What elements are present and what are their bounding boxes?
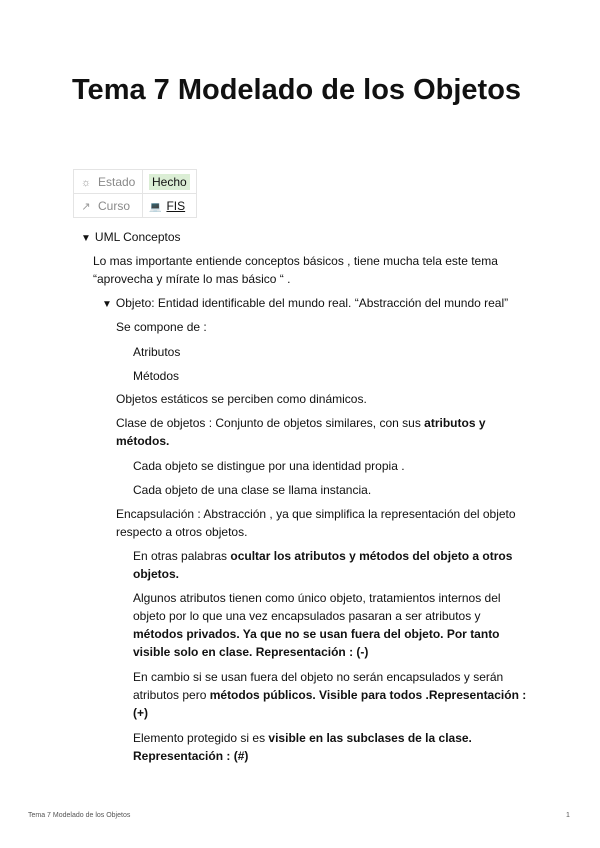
clase-text — [116, 414, 496, 450]
metodos-item: Métodos — [133, 369, 180, 383]
toggle-triangle-icon[interactable]: ▼ — [81, 233, 91, 244]
privados-text-bold: métodos privados. Ya que no se usan fuera del objeto. Por tanto visible solo en clase. Representación : (-) — [133, 627, 500, 659]
laptop-icon: 💻 — [149, 201, 162, 213]
privados-text — [133, 589, 515, 661]
uml-toggle[interactable] — [81, 228, 181, 248]
curso-link[interactable]: FIS — [166, 198, 186, 213]
instancia-text: Cada objeto de una clase se llama instancia. — [133, 483, 372, 497]
property-row-estado — [74, 170, 197, 194]
publicos-text — [133, 668, 528, 722]
clase-text-bold: atributos y métodos. — [116, 416, 486, 448]
atributos-item: Atributos — [133, 345, 181, 359]
estado-key — [74, 170, 143, 194]
estado-label: Estado — [98, 174, 136, 189]
publicos-text-bold: métodos públicos. Visible para todos .Representación : (+) — [133, 688, 527, 720]
objeto-toggle[interactable] — [102, 294, 532, 314]
properties-table — [73, 169, 197, 218]
curso-value-cell — [143, 194, 197, 218]
objeto-toggle-label: Objeto: Entidad identificable del mundo real. “Abstracción del mundo real” — [115, 296, 509, 310]
status-tag[interactable]: Hecho — [149, 174, 190, 190]
estado-value-cell — [143, 170, 197, 194]
curso-key — [74, 194, 143, 218]
footer-page-number: 1 — [566, 812, 570, 819]
privados-text-plain: Algunos atributos tienen como único objeto, tratamientos internos del objeto por lo que una vez encapsulados pasaran a ser atributos y — [133, 591, 501, 623]
relation-arrow-icon: ↗ — [81, 200, 91, 213]
estaticos-text: Objetos estáticos se perciben como dinámicos. — [116, 392, 367, 406]
otras-text — [133, 547, 525, 583]
identidad-text: Cada objeto se distingue por una identidad propia . — [133, 459, 405, 473]
curso-label: Curso — [98, 198, 131, 213]
intro-text: Lo mas importante entiende conceptos básicos , tiene mucha tela este tema “aprovecha y mírate lo mas básico “ . — [93, 254, 498, 286]
property-row-curso — [74, 194, 197, 218]
otras-text-bold: ocultar los atributos y métodos del objeto a otros objetos. — [133, 549, 513, 581]
clase-text-plain: Clase de objetos : Conjunto de objetos similares, con sus — [116, 416, 425, 430]
protegido-text-bold: visible en las subclases de la clase. Representación : (#) — [133, 731, 472, 763]
se-compone-text: Se compone de : — [116, 320, 207, 334]
publicos-text-plain: En cambio si se usan fuera del objeto no serán encapsulados y serán atributos pero — [133, 670, 504, 702]
protegido-text-plain: Elemento protegido si es — [133, 731, 269, 745]
protegido-text — [133, 729, 493, 765]
status-spinner-icon: ☼ — [80, 176, 92, 189]
encapsulacion-text: Encapsulación : Abstracción , ya que simplifica la representación del objeto respecto a otros objetos. — [116, 507, 516, 539]
footer-title: Tema 7 Modelado de los Objetos — [28, 812, 131, 819]
toggle-triangle-icon[interactable]: ▼ — [102, 299, 112, 310]
page-title: Tema 7 Modelado de los Objetos — [72, 74, 522, 106]
uml-toggle-label: UML Conceptos — [94, 230, 181, 244]
otras-text-plain: En otras palabras — [133, 549, 231, 563]
